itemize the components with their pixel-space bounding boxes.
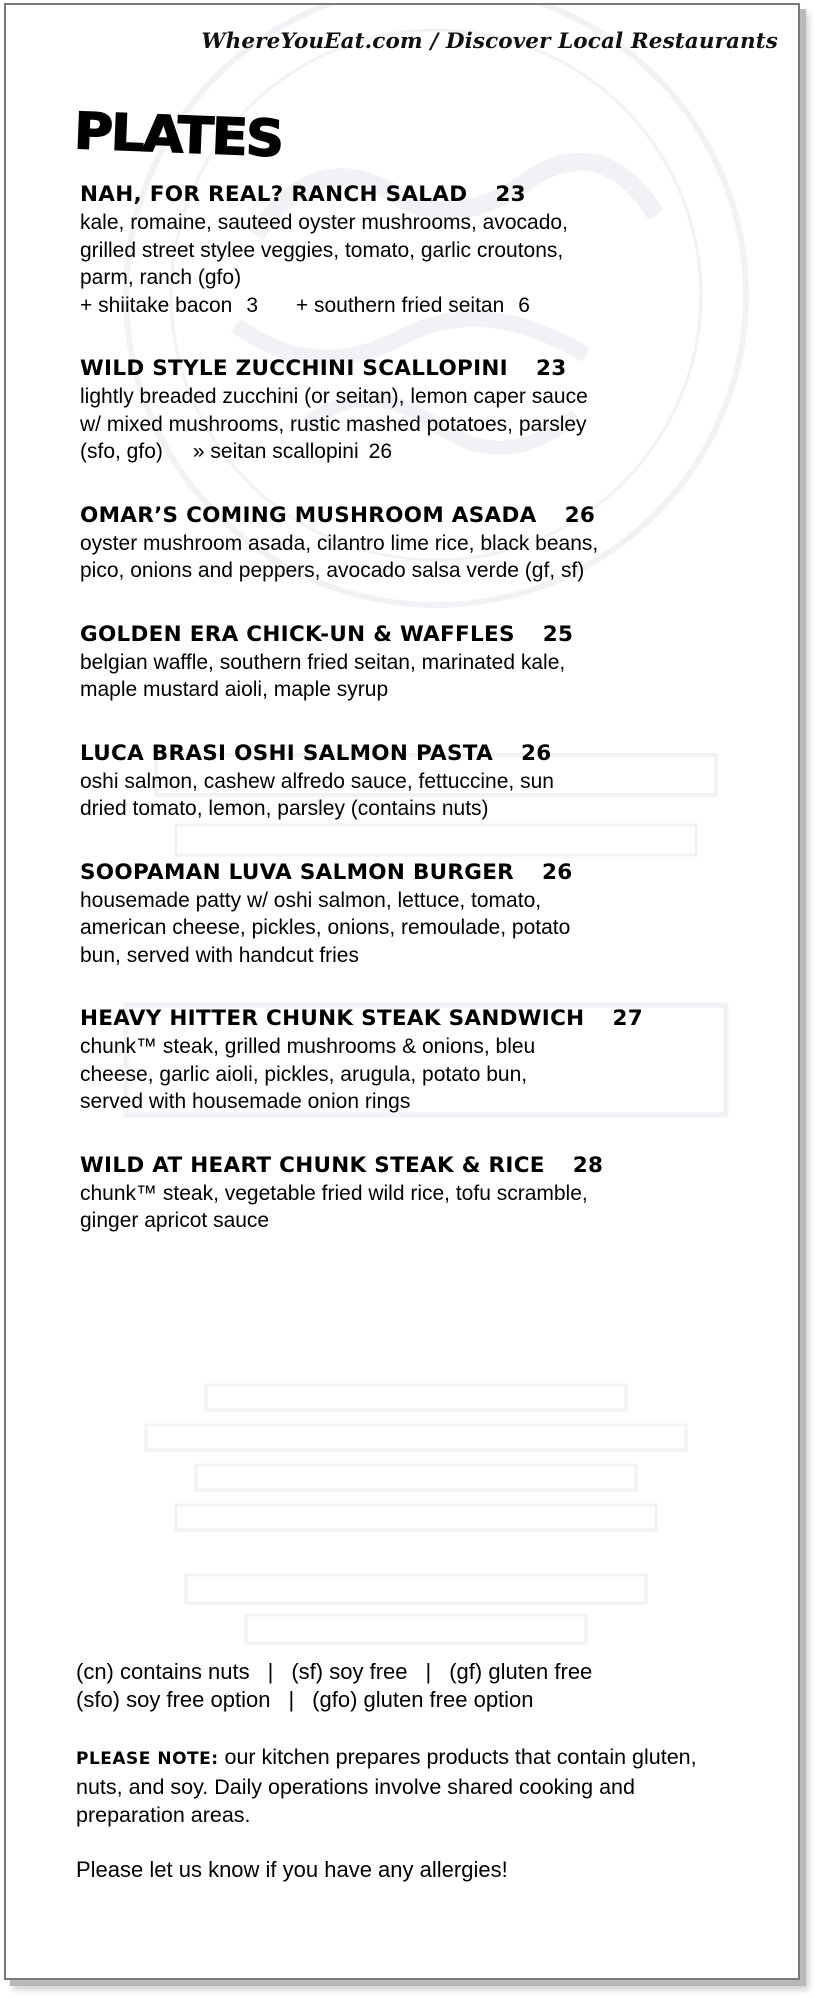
description-line: american cheese, pickles, onions, remoulade, potato [80, 916, 571, 939]
addon-price: 6 [518, 293, 530, 317]
description-line: grilled street stylee veggies, tomato, garlic croutons, [80, 238, 564, 262]
menu-item [80, 859, 770, 970]
item-price: 23 [535, 356, 567, 381]
item-description [80, 768, 770, 823]
item-name: LUCA BRASI OSHI SALMON PASTA [80, 740, 494, 766]
item-price: 26 [542, 859, 573, 885]
legend-entry: (gfo) gluten free option [312, 1687, 534, 1712]
description-line: bun, served with handcut fries [80, 943, 359, 967]
menu-item [80, 621, 770, 704]
legend-separator: | [425, 1659, 432, 1684]
menu-item [80, 1152, 770, 1235]
description-line: kale, romaine, sauteed oyster mushrooms, avocado, [80, 211, 568, 234]
legend-entry: (cn) contains nuts [76, 1659, 250, 1684]
dietary-legend [76, 1658, 776, 1714]
item-header [80, 621, 770, 649]
item-name: HEAVY HITTER CHUNK STEAK SANDWICH [80, 1006, 585, 1031]
item-header [80, 502, 770, 530]
description-line: ginger apricot sauce [80, 1209, 270, 1232]
menu-item [80, 355, 770, 466]
item-header [80, 859, 770, 887]
description-line: dried tomato, lemon, parsley (contains nuts) [80, 797, 489, 820]
site-header[interactable]: WhereYouEat.com / Discover Local Restaurants [201, 29, 778, 54]
note-text: our kitchen prepares products that contain gluten, nuts, and soy. Daily operations involve shared cooking and preparation areas. [76, 1745, 697, 1827]
description-line: belgian waffle, southern fried seitan, marinated kale, [80, 650, 566, 674]
item-header [80, 1152, 770, 1180]
description-line: chunk™ steak, grilled mushrooms & onions, bleu [80, 1035, 536, 1058]
item-price: 26 [521, 740, 552, 766]
description-line: housemade patty w/ oshi salmon, lettuce, tomato, [80, 888, 542, 912]
item-name: WILD STYLE ZUCCHINI SCALLOPINI [80, 356, 508, 381]
description-line: oshi salmon, cashew alfredo sauce, fettuccine, sun [80, 769, 554, 793]
item-name: WILD AT HEART CHUNK STEAK & RICE [80, 1152, 545, 1178]
item-description [80, 383, 770, 466]
legend-entry: (sf) soy free [291, 1659, 408, 1684]
legend-separator: | [267, 1659, 274, 1684]
note-label: PLEASE NOTE: [76, 1749, 219, 1769]
addon-option [80, 294, 258, 317]
menu-item [80, 740, 770, 823]
item-header [80, 1005, 770, 1033]
item-description [80, 887, 770, 970]
legend-row [76, 1658, 776, 1686]
item-name: SOOPAMAN LUVA SALMON BURGER [80, 859, 515, 885]
description-line: pico, onions and peppers, avocado salsa verde (gf, sf) [80, 559, 585, 582]
description-line: w/ mixed mushrooms, rustic mashed potatoes, parsley [80, 412, 587, 436]
legend-entry: (gf) gluten free [449, 1659, 593, 1684]
item-name: GOLDEN ERA CHICK-UN & WAFFLES [80, 621, 515, 647]
item-name: OMAR’S COMING MUSHROOM ASADA [80, 502, 537, 528]
item-price: 25 [542, 621, 574, 647]
addon-label: + shiitake bacon [80, 293, 233, 317]
item-header [80, 181, 770, 209]
description-line: lightly breaded zucchini (or seitan), lemon caper sauce [80, 385, 588, 408]
menu-items-list [80, 181, 770, 1271]
description-line: maple mustard aioli, maple syrup [80, 678, 389, 701]
item-header [80, 740, 770, 768]
menu-item [80, 502, 770, 585]
allergen-note [76, 1743, 716, 1829]
legend-separator: | [288, 1687, 295, 1712]
allergy-message: Please let us know if you have any allergies! [76, 1857, 508, 1882]
addon-label: » seitan scallopini [192, 440, 359, 463]
description-line: chunk™ steak, vegetable fried wild rice, tofu scramble, [80, 1181, 588, 1205]
item-price: 28 [572, 1152, 604, 1178]
addon-price: 26 [368, 440, 392, 463]
addon-label: + southern fried seitan [295, 293, 505, 317]
item-price: 27 [612, 1006, 643, 1031]
section-title: PLATES [72, 102, 284, 169]
description-line: served with housemade onion rings [80, 1090, 411, 1113]
description-line: cheese, garlic aioli, pickles, arugula, potato bun, [80, 1062, 528, 1086]
item-description [80, 530, 770, 585]
item-addons [80, 292, 770, 320]
addon-option [193, 440, 392, 463]
menu-page [4, 3, 800, 1980]
item-header [80, 355, 770, 383]
addon-price: 3 [246, 293, 259, 317]
description-line: (sfo, gfo) [80, 440, 163, 463]
item-description [80, 1180, 770, 1235]
item-description [80, 1033, 770, 1116]
menu-item [80, 1005, 770, 1116]
legend-row [76, 1686, 776, 1714]
item-description [80, 209, 770, 292]
item-price: 23 [495, 182, 526, 207]
item-description [80, 649, 770, 704]
description-line: oyster mushroom asada, cilantro lime rice, black beans, [80, 531, 599, 555]
item-name: NAH, FOR REAL? RANCH SALAD [80, 182, 468, 207]
description-line: parm, ranch (gfo) [80, 266, 242, 289]
item-price: 26 [564, 502, 596, 528]
addon-option [296, 294, 530, 317]
description-line-with-addon [80, 438, 770, 466]
legend-entry: (sfo) soy free option [76, 1687, 271, 1712]
menu-item [80, 181, 770, 319]
